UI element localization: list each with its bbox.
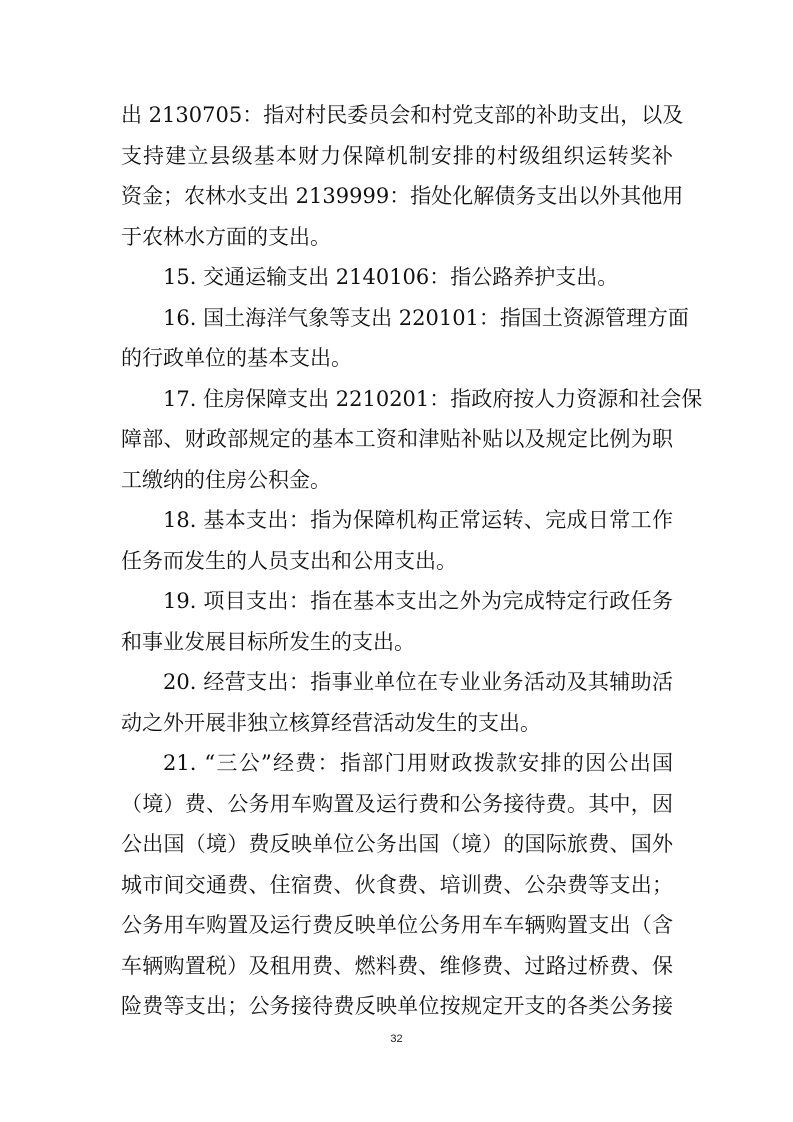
text-line: 动之外开展非独立核算经营活动发生的支出。 [121, 710, 541, 735]
text-line: 险费等支出；公务接待费反映单位按规定开支的各类公务接 [121, 994, 673, 1018]
paragraph-17: 17. 住房保障支出 2210201：指政府按人力资源和社会保 [163, 386, 703, 411]
text-line: 和事业发展目标所发生的支出。 [121, 629, 415, 654]
text-line: 障部、财政部规定的基本工资和津贴补贴以及规定比例为职 [121, 427, 673, 451]
text-line: 资金；农林水支出 2139999：指处化解债务支出以外其他用 [121, 184, 684, 208]
paragraph-16: 16. 国土海洋气象等支出 220101：指国土资源管理方面 [163, 305, 689, 330]
text-line: 工缴纳的住房公积金。 [121, 467, 331, 492]
text-line: 支持建立县级基本财力保障机制安排的村级组织运转奖补 [121, 143, 673, 168]
paragraph-15: 15. 交通运输支出 2140106：指公路养护支出。 [163, 265, 619, 289]
text-line: 车辆购置税）及租用费、燃料费、维修费、过路过桥费、保 [121, 953, 673, 978]
paragraph-19: 19. 项目支出：指在基本支出之外为完成特定行政任务 [163, 589, 673, 613]
page-number: 32 [390, 1033, 403, 1045]
text-line: 的行政单位的基本支出。 [121, 346, 352, 370]
text-line: 任务而发生的人员支出和公用支出。 [121, 548, 457, 573]
paragraph-21: 21. “三公”经费：指部门用财政拨款安排的因公出国 [163, 751, 673, 775]
text-line: 公出国（境）费反映单位公务出国（境）的国际旅费、国外 [121, 832, 673, 856]
text-line: 公务用车购置及运行费反映单位公务用车车辆购置支出（含 [121, 913, 673, 937]
text-line: 城市间交通费、住宿费、伙食费、培训费、公杂费等支出； [121, 872, 673, 897]
paragraph-18: 18. 基本支出：指为保障机构正常运转、完成日常工作 [163, 508, 673, 532]
text-line: （境）费、公务用车购置及运行费和公务接待费。其中，因 [121, 791, 673, 816]
text-line: 出 2130705：指对村民委员会和村党支部的补助支出，以及 [121, 103, 684, 127]
paragraph-20: 20. 经营支出：指事业单位在专业业务活动及其辅助活 [163, 670, 673, 694]
text-line: 于农林水方面的支出。 [121, 224, 331, 249]
